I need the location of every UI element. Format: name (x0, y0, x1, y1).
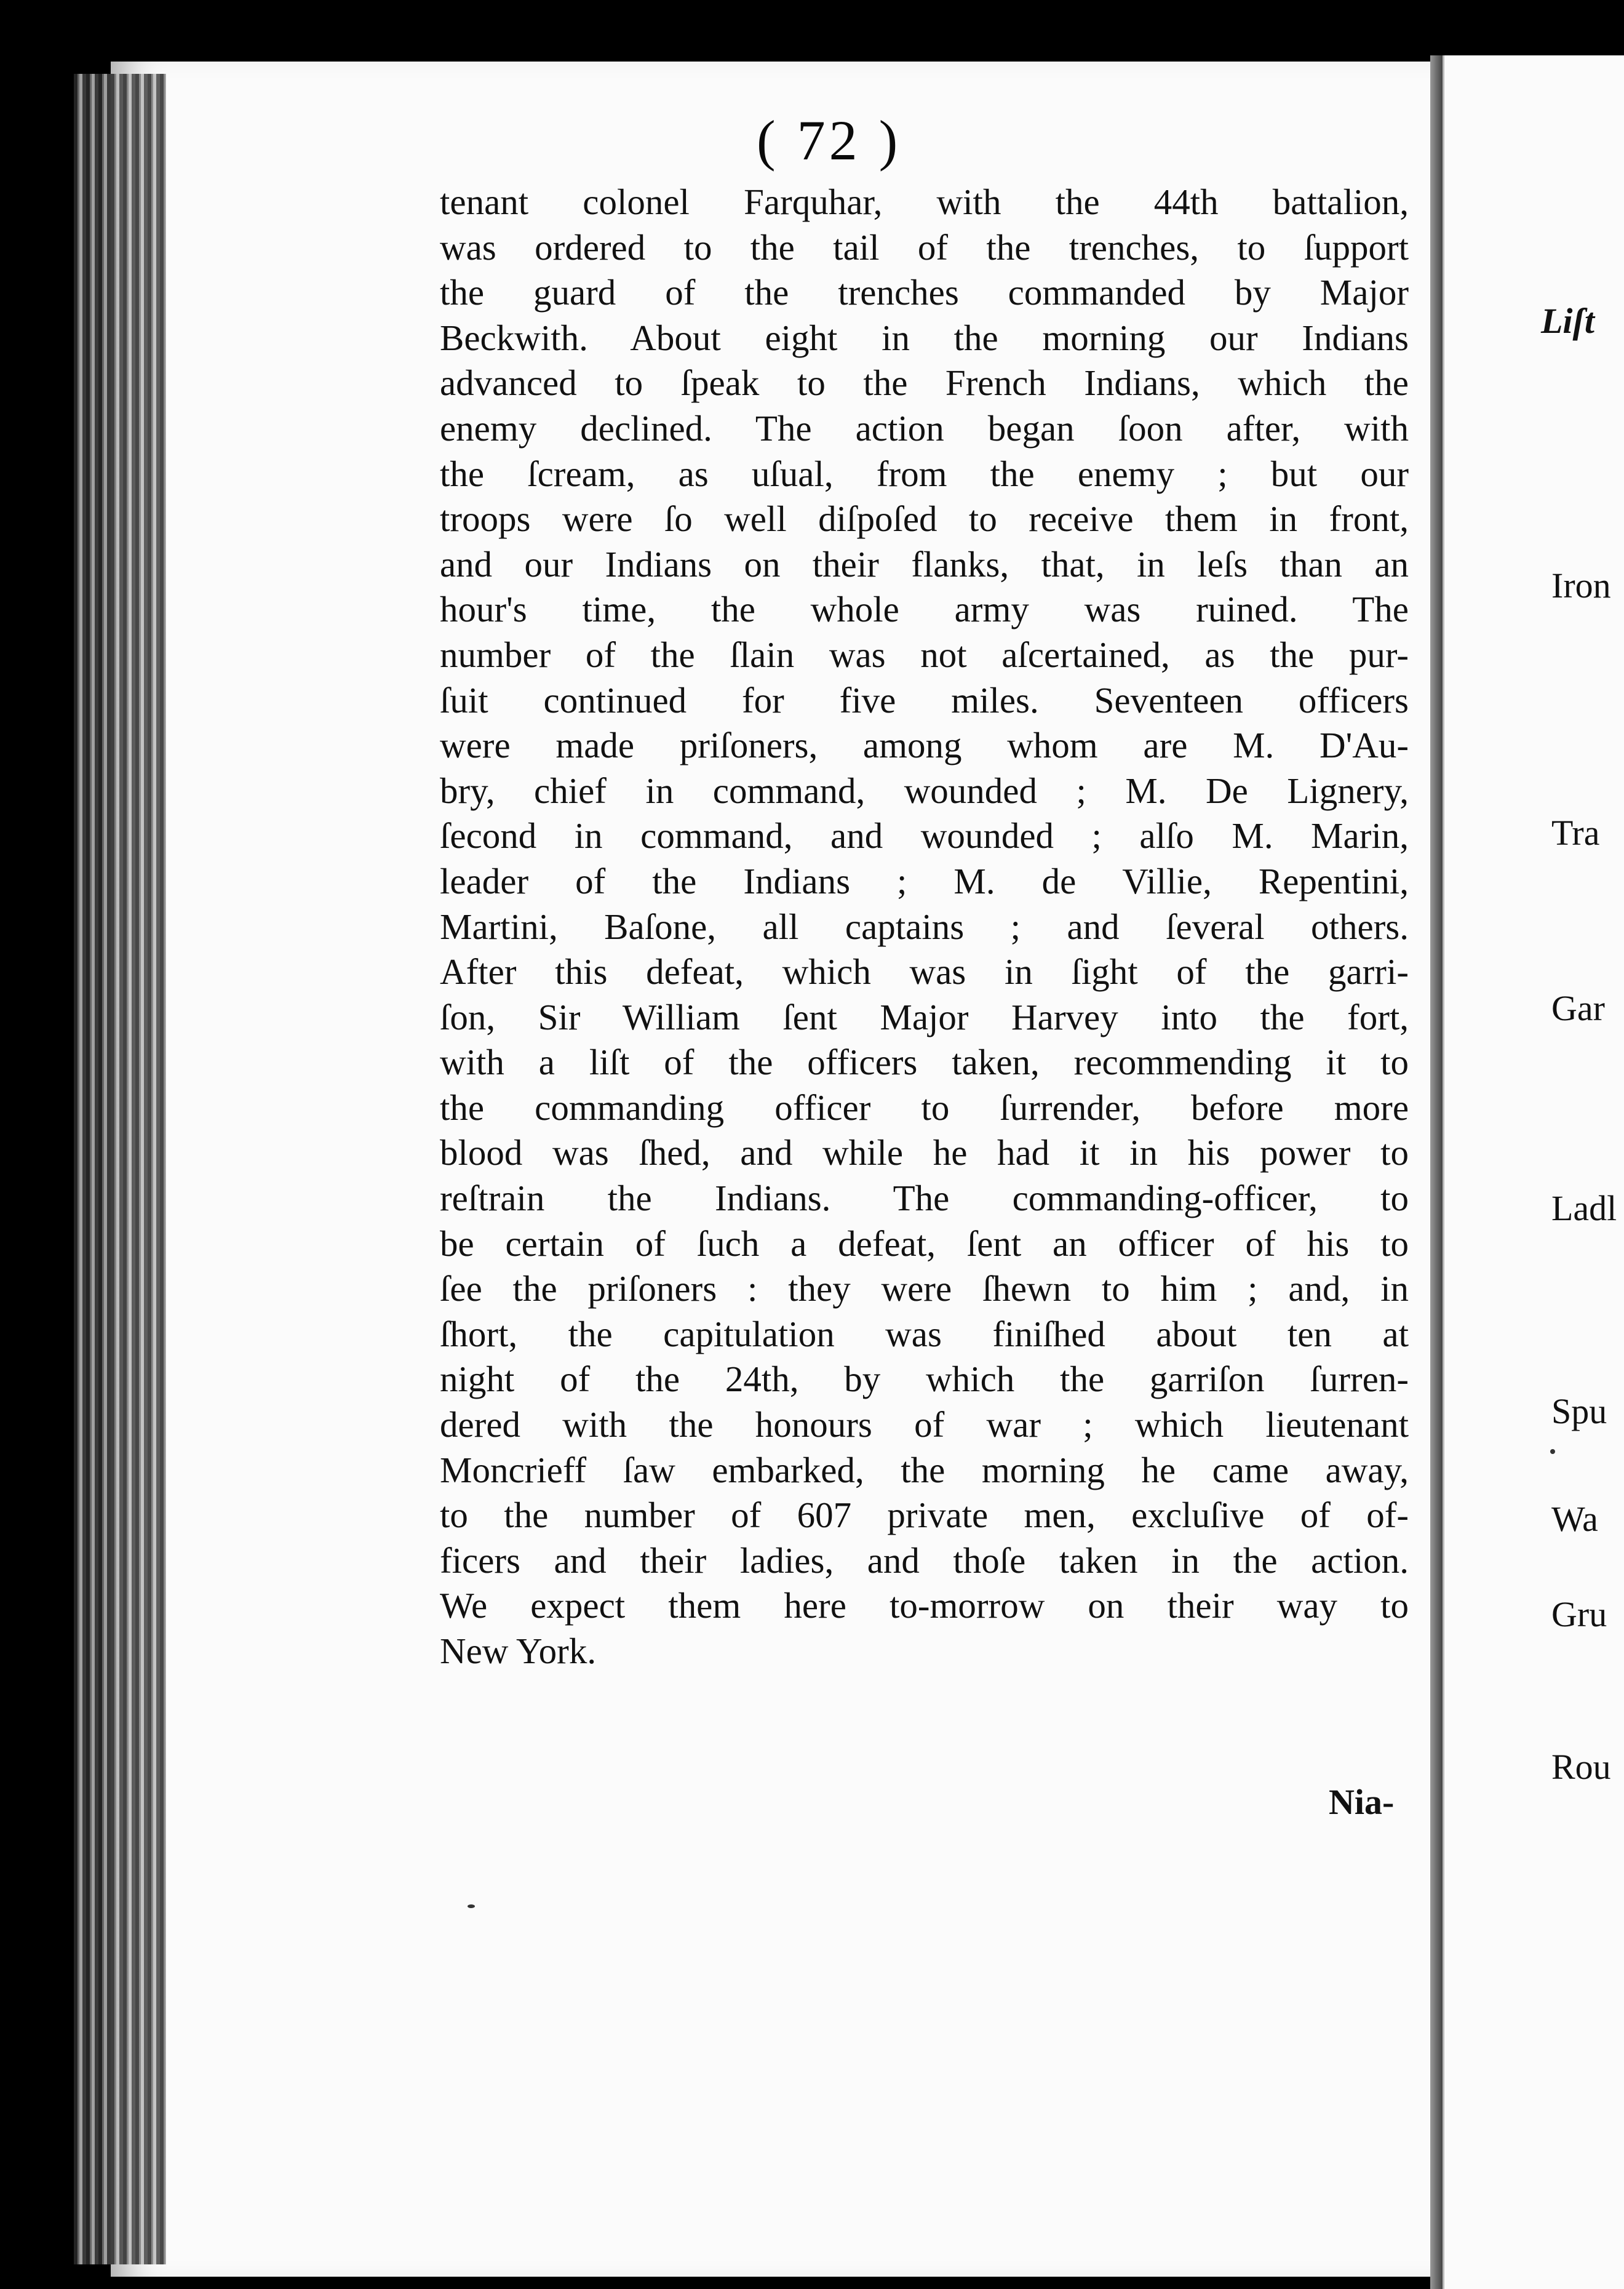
text-line: ficers and their ladies, and thoſe taken in the action. (440, 1540, 1409, 1581)
catchword: Nia- (1329, 1782, 1395, 1822)
text-line: We expect them here to-morrow on their way to (440, 1585, 1409, 1626)
page-number: ( 72 ) (757, 109, 902, 172)
text-line: Beckwith. About eight in the morning our Indians (440, 317, 1409, 358)
text-line: leader of the Indians ; M. de Villie, Repentini, (440, 860, 1409, 901)
facing-page-word: Liſt (1541, 301, 1594, 341)
text-line: troops were ſo well diſpoſed to receive them in front, (440, 498, 1409, 540)
facing-page-word: Tra (1551, 813, 1600, 853)
text-line: were made priſoners, among whom are M. D'Au- (440, 725, 1409, 766)
text-line: the guard of the trenches commanded by Major (440, 272, 1409, 313)
text-line: dered with the honours of war ; which lieutenant (440, 1404, 1409, 1445)
text-line: ſuit continued for five miles. Seventeen officers (440, 679, 1409, 721)
facing-page-word: Gru (1551, 1594, 1607, 1634)
binding-edge (74, 74, 166, 2264)
text-line: ſecond in command, and wounded ; alſo M. Marin, (440, 815, 1409, 857)
text-line: tenant colonel Farquhar, with the 44th battalion, (440, 182, 1409, 222)
page-gutter (1430, 55, 1443, 2289)
paper-speck (468, 1904, 475, 1908)
right-page-edge (1443, 55, 1624, 2289)
text-line: Moncrieff ſaw embarked, the morning he came away, (440, 1449, 1409, 1490)
text-line: hour's time, the whole army was ruined. The (440, 589, 1409, 630)
text-line: bry, chief in command, wounded ; M. De Lignery, (440, 770, 1409, 811)
facing-page-word: Rou (1551, 1747, 1611, 1787)
text-line: New York. (440, 1631, 597, 1671)
text-line: be certain of ſuch a defeat, ſent an officer of his to (440, 1223, 1409, 1264)
text-line: ſhort, the capitulation was finiſhed about ten at (440, 1313, 1409, 1354)
text-line: Martini, Baſone, all captains ; and ſeveral others. (440, 906, 1409, 947)
text-line: After this defeat, which was in ſight of the garri- (440, 951, 1409, 993)
facing-page-word: Wa (1551, 1499, 1598, 1539)
body-text (440, 180, 1409, 1674)
facing-page-word: Ladl (1551, 1188, 1617, 1228)
text-line: and our Indians on their flanks, that, in leſs than an (440, 543, 1409, 585)
facing-page-word: Spu (1551, 1391, 1607, 1431)
text-line: reſtrain the Indians. The commanding-officer, to (440, 1178, 1409, 1219)
text-line: night of the 24th, by which the garriſon ſurren- (440, 1359, 1409, 1400)
text-line: number of the ſlain was not aſcertained, as the pur- (440, 634, 1409, 675)
text-line: advanced to ſpeak to the French Indians, which the (440, 362, 1409, 404)
facing-page-word: Gar (1551, 988, 1605, 1028)
text-line: was ordered to the tail of the trenches, to ſupport (440, 226, 1409, 268)
facing-page-word: Iron (1551, 565, 1611, 605)
text-line: with a liſt of the officers taken, recommending it to (440, 1042, 1409, 1083)
text-line: blood was ſhed, and while he had it in his power to (440, 1132, 1409, 1173)
paper-speck (1550, 1449, 1555, 1454)
text-line: enemy declined. The action began ſoon after, with (440, 407, 1409, 449)
text-line: ſee the priſoners : they were ſhewn to him ; and, in (440, 1268, 1409, 1309)
text-line: ſon, Sir William ſent Major Harvey into the fort, (440, 996, 1409, 1037)
text-line: the commanding officer to ſurrender, before more (440, 1087, 1409, 1128)
text-line: to the number of 607 private men, excluſive of of- (440, 1495, 1409, 1536)
text-line: the ſcream, as uſual, from the enemy ; but our (440, 453, 1409, 494)
